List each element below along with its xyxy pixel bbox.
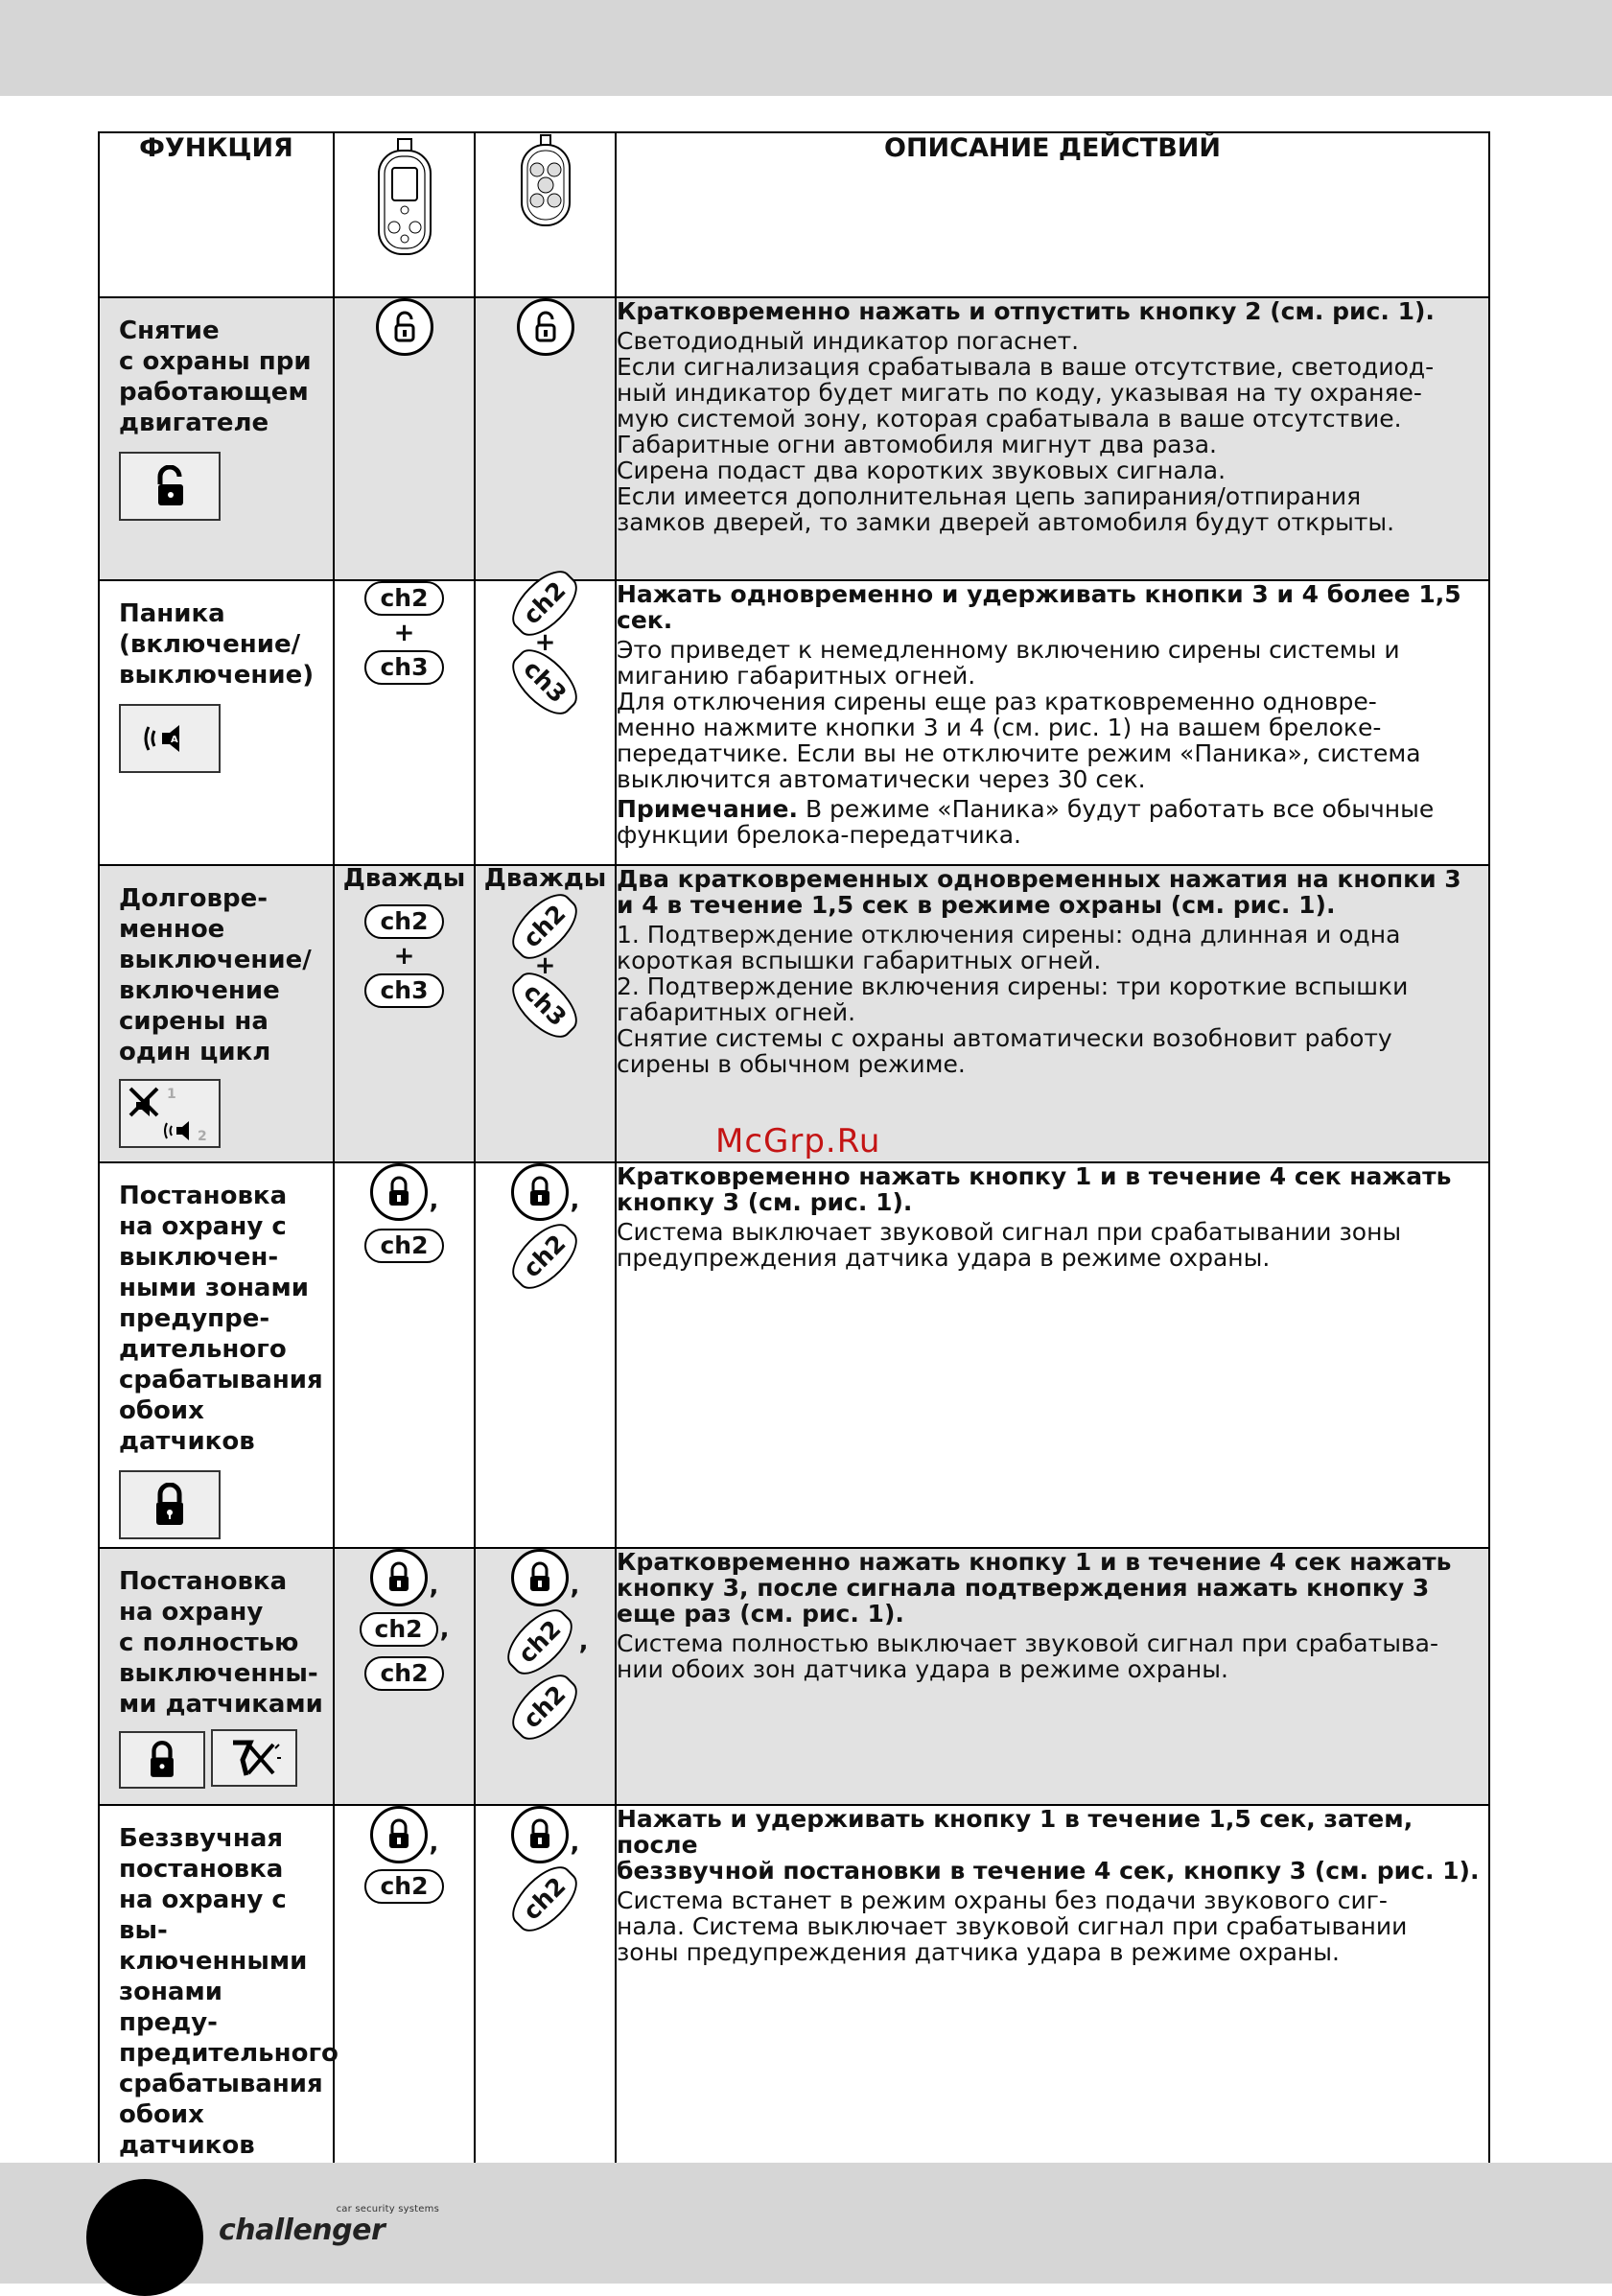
lock-button-icon: [370, 1549, 428, 1606]
lock-button-icon: [370, 1163, 428, 1221]
button-remote-icon: [512, 133, 579, 229]
brand-tagline: car security systems: [336, 2204, 439, 2214]
function-name: Беззвучная постановка на охрану с вы- ключенными зонами преду- предительного срабатывания обоих датчиков: [100, 1806, 333, 2237]
siren-off-on-icon: [119, 1079, 221, 1148]
description: Нажать одновременно и удерживать кнопки 3 и 4 более 1,5 сек. Это приведет к немедленному включению сирены системы и миганию габаритных огней. Для отключения сирены еще раз кратковременно одновре- менно нажмите кнопки 3 и 4 (см. рис. 1) на вашем брелоке- передатчике. Если вы не отключите режим «Паника», система выключится автоматически через 30 сек. Примечание. В режиме «Паника» будут работать все обычные функции брелока-передатчика.: [616, 580, 1489, 865]
unlock-button-icon: [517, 298, 574, 356]
lcd-remote-icon: [371, 133, 438, 258]
lock-button-icon: [511, 1163, 569, 1221]
description: Кратковременно нажать и отпустить кнопку 2 (см. рис. 1). Светодиодный индикатор погаснет. Если сигнализация срабатывала в ваше отсутствие, светодиод- ный индикатор будет мигать по коду, указывая на ту охраняе- мую системой зону, которая срабатывала в ваше отсутствие. Габаритные огни автомобиля мигнут два раза. Сирена подаст два коротких звуковых сигнала. Если имеется дополнительная цепь запирания/отпирания замков дверей, то замки дверей автомобиля будут открыты.: [616, 297, 1489, 580]
table-row: [99, 297, 1489, 580]
svg-text:2: 2: [198, 1129, 207, 1144]
function-table: [98, 131, 1490, 2239]
plus-sign: +: [534, 951, 556, 980]
panic-siren-icon: [119, 704, 221, 773]
twice-label: Дважды: [483, 864, 607, 893]
brand-logo: [219, 2204, 439, 2247]
header-remote-1: [334, 132, 475, 297]
lock-mode-icon: [119, 1470, 221, 1539]
lock-button-icon: [511, 1549, 569, 1606]
function-name: Паника (включение/ выключение) A: [100, 581, 333, 781]
table-row: Постановка на охрану с полностью выключенны- ми датчиками , ch2 , ch2 , ch2 , ch2 Кратковременно нажать кнопку 1 и в течение 4 сек нажать кнопку 3, после сигнала подтверждения нажать кнопку 3 еще раз (см. рис. 1). Система полностью выключает звуковой сигнал при срабатыва- нии обоих зон датчика удара в режиме охраны.: [99, 1548, 1489, 1805]
lock-button-icon: [511, 1806, 569, 1863]
header-remote-2: [475, 132, 616, 297]
lock-button-icon: [370, 1806, 428, 1863]
description: Кратковременно нажать кнопку 1 и в течение 4 сек нажать кнопку 3, после сигнала подтверждения нажать кнопку 3 еще раз (см. рис. 1). Система полностью выключает звуковой сигнал при срабатыва- нии обоих зон датчика удара в режиме охраны.: [616, 1548, 1489, 1805]
table-row: [99, 865, 1489, 1162]
unlock-mode-icon: [119, 452, 221, 521]
function-name: Постановка на охрану с выключен- ными зонами предупре- дительного срабатывания обоих датчиков: [100, 1163, 333, 1547]
table-row: Постановка на охрану с выключен- ными зонами предупре- дительного срабатывания обоих датчиков , ch2 , ch2 Кратковременно нажать кнопку 1 и в течение 4 сек нажать кнопку 3 (см. рис. 1). Система выключает звуковой сигнал при срабатывании зоны предупреждения датчика удара в режиме охраны.: [99, 1162, 1489, 1548]
ch2-button: ch2: [364, 904, 443, 939]
ch3-button: ch3: [364, 973, 443, 1008]
lock-mode-icon: [119, 1731, 205, 1789]
twice-label: Дважды: [342, 864, 466, 893]
ch2-button: ch2: [364, 1869, 443, 1904]
ch2-button: ch2: [498, 1600, 582, 1684]
ch2-button: ch2: [364, 581, 443, 616]
ch2-button: ch2: [503, 1214, 588, 1299]
table-row: Беззвучная постановка на охрану с вы- ключенными зонами преду- предительного срабатывания обоих датчиков , ch2 , ch2 Нажать и удерживать кнопку 1 в течение 1,5 сек, затем, после беззвучной постановки в течение 4 сек, кнопку 3 (см. рис. 1). Система встанет в режим охраны без подачи звукового сиг- нала. Система выключает звуковой сигнал при срабатывании зоны предупреждения датчика удара в режиме охраны.: [99, 1805, 1489, 2238]
description: Два кратковременных одновременных нажатия на кнопки 3 и 4 в течение 1,5 сек в режиме охраны (см. рис. 1). 1. Подтверждение отключения сирены: одна длинная и одна короткая вспышки габаритных огней. 2. Подтверждение включения сирены: три короткие вспышки габаритных огней. Снятие системы с охраны автоматически возобновит работу сирены в обычном режиме.: [616, 865, 1489, 1162]
header-description: ОПИСАНИЕ ДЕЙСТВИЙ: [616, 132, 1489, 297]
description: Кратковременно нажать кнопку 1 и в течение 4 сек нажать кнопку 3 (см. рис. 1). Система выключает звуковой сигнал при срабатывании зоны предупреждения датчика удара в режиме охраны.: [616, 1162, 1489, 1548]
ch2-button: ch2: [503, 884, 588, 969]
ch2-button: ch2: [503, 1857, 588, 1941]
function-name: Снятие с охраны при работающем двигателе: [100, 298, 333, 528]
description: Нажать и удерживать кнопку 1 в течение 1,5 сек, затем, после беззвучной постановки в течение 4 сек, кнопку 3 (см. рис. 1). Система встанет в режим охраны без подачи звукового сиг- нала. Система выключает звуковой сигнал при срабатывании зоны предупреждения датчика удара в режиме охраны.: [616, 1805, 1489, 2238]
ch2-button: ch2: [503, 1665, 588, 1749]
plus-sign: +: [393, 942, 415, 971]
svg-text:A: A: [171, 735, 178, 745]
table-row: [99, 580, 1489, 865]
plus-sign: +: [393, 619, 415, 647]
ch3-button: ch3: [503, 640, 588, 724]
shock-sensor-off-icon: [211, 1729, 297, 1787]
plus-sign: +: [534, 628, 556, 657]
ch3-button: ch3: [503, 963, 588, 1047]
function-name: Постановка на охрану с полностью выключенны- ми датчиками: [100, 1549, 333, 1796]
ch2-button: ch2: [503, 561, 588, 645]
page-number-circle: [86, 2179, 203, 2296]
header-function: ФУНКЦИЯ: [99, 132, 334, 297]
watermark: McGrp.Ru: [715, 1122, 881, 1160]
svg-text:1: 1: [167, 1087, 176, 1102]
table-header-row: [99, 132, 1489, 297]
brand-name: challenger: [219, 2214, 385, 2247]
ch2-button: ch2: [360, 1612, 438, 1647]
top-band: [0, 0, 1612, 96]
ch2-button: ch2: [364, 1656, 443, 1691]
unlock-button-icon: [376, 298, 433, 356]
ch2-button: ch2: [364, 1229, 443, 1263]
function-name: Долговре- менное выключение/ включение сирены на один цикл 1 2: [100, 866, 333, 1160]
ch3-button: ch3: [364, 650, 443, 685]
